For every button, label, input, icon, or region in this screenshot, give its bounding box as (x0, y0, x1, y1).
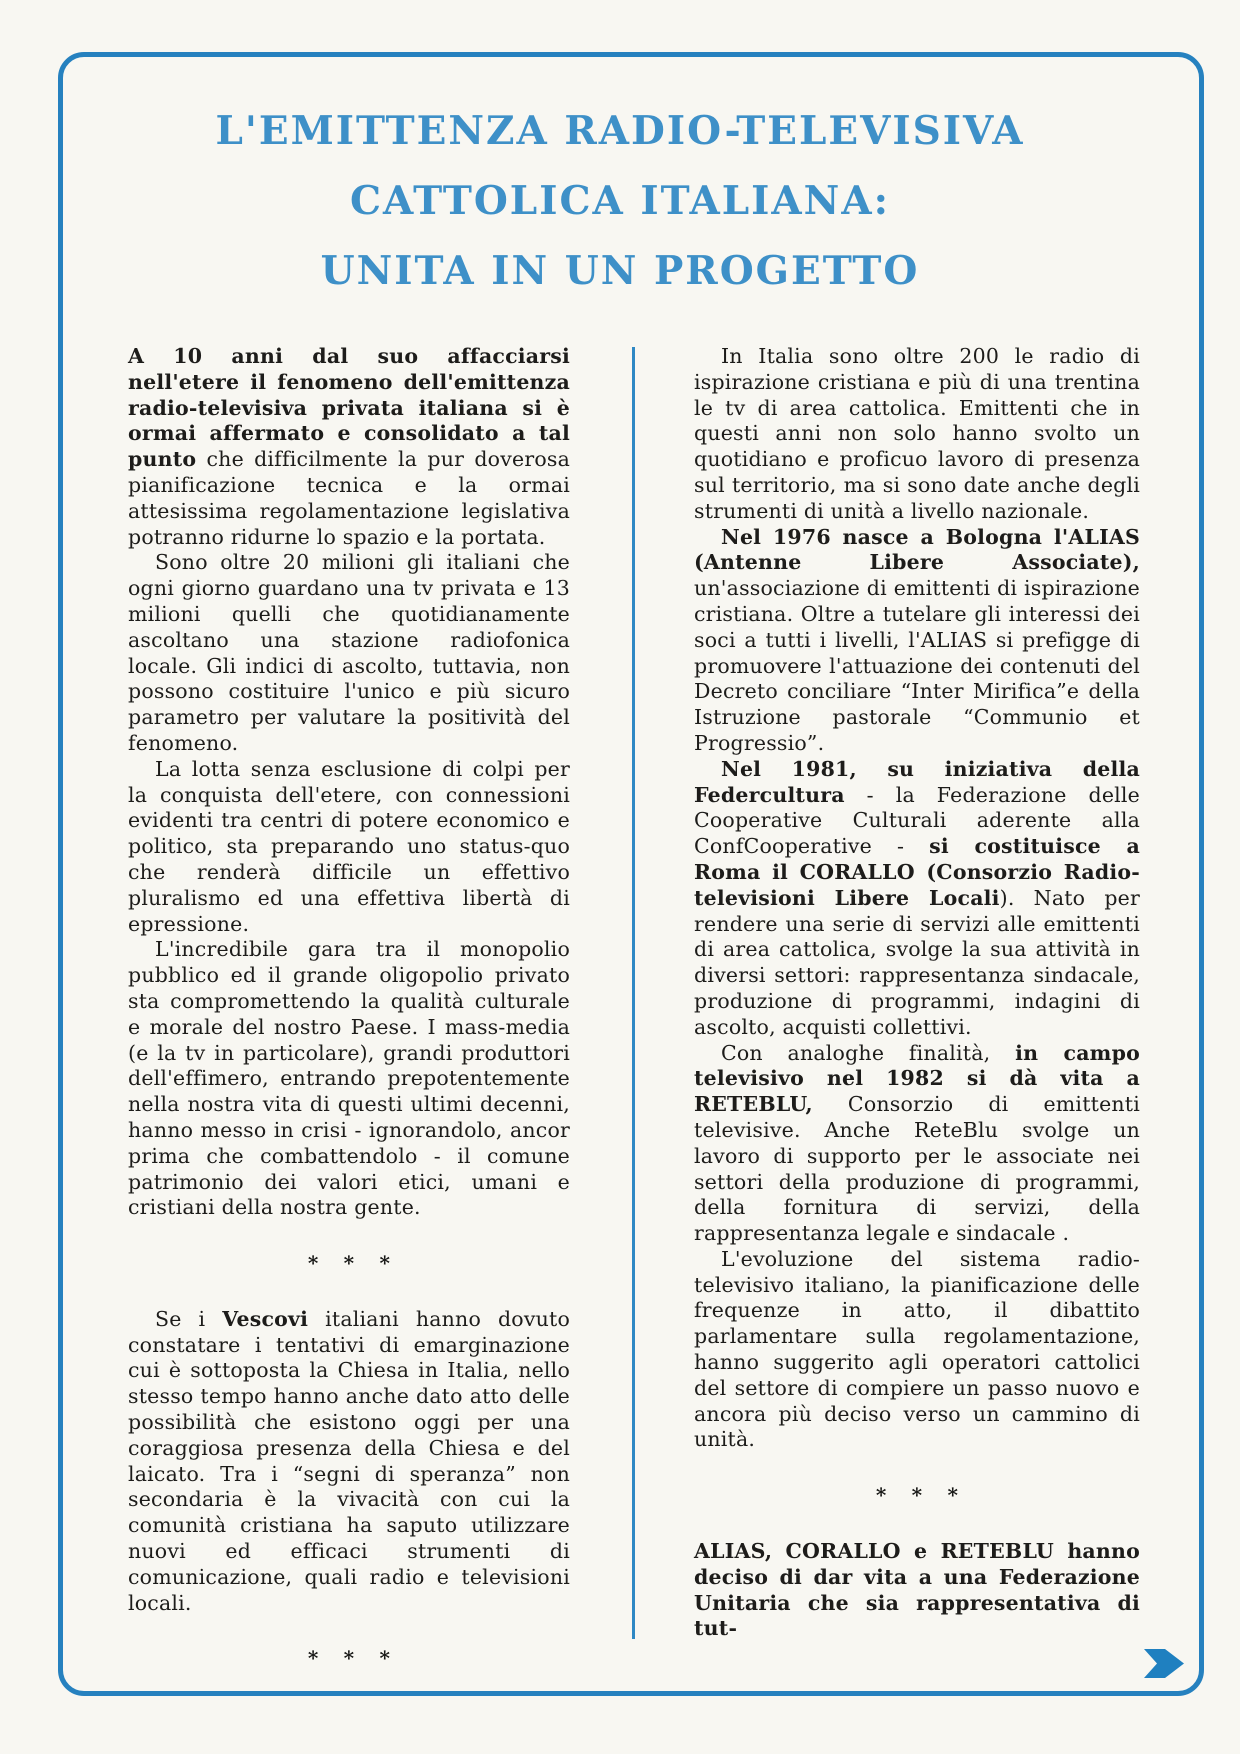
paragraph (694, 525, 1140, 757)
text-run: Consorzio di emittenti televisive. Anche ReteBlu svolge un lavoro di supporto per le associate nei settori della produzione di programmi, della fornitura di servizi, della rappresentanza legale e sindacale . (694, 1092, 1140, 1246)
text-run: ). Nato per rendere una serie di servizi alle emittenti di area cattolica, svolge la sua attività in diversi settori: rappresentanza sindacale, produzione di programmi, indagini di ascolto, acquisti collettivi. (694, 885, 1140, 1039)
paragraph (128, 937, 570, 1221)
text-run: Nel 1976 nasce a Bologna l'ALIAS (Antenne Libere Associate), (694, 524, 1140, 575)
text-run: L'incredibile gara tra il monopolio pubblico ed il grande oligopolio privato sta compromettendo la qualità culturale e morale del nostro Paese. I mass-media (e la tv in particolare), grandi produttori dell'effimero, entrando prepotentemente nella nostra vita di questi ultimi decenni, hanno messo in crisi - ignorandolo, ancor prima che combattendolo - il comune patrimonio dei valori etici, umani e cristiani della nostra gente. (128, 937, 570, 1220)
paragraph (694, 1247, 1140, 1453)
text-run: Vescovi (222, 1306, 309, 1331)
left-column (128, 344, 570, 1702)
text-run: Sono oltre 20 milioni gli italiani che ogni giorno guardano una tv privata e 13 milioni quelli che quotidianamente ascoltano una stazione radiofonica locale. Gli indici di ascolto, tuttavia, non possono costituire l'unico e più sicuro parametro per valutare la positività del fenomeno. (128, 550, 570, 755)
paragraph (694, 1539, 1140, 1642)
text-run: Nel 1981, su iniziativa della Federcultura (694, 756, 1140, 807)
text-run: L'evoluzione del sistema radio-televisivo italiano, la pianificazione delle frequenze in atto, il dibattito parlamentare sulla regolamentazione, hanno suggerito agli operatori cattolici del settore di compiere un passo nuovo e ancora più deciso verso un cammino di unità. (694, 1246, 1140, 1452)
text-run: A 10 anni dal suo affacciarsi nell'etere il fenomeno dell'emittenza radio-televisiva privata italiana si è ormai affermato e consolidato a tal punto (128, 344, 570, 472)
paragraph (128, 550, 570, 756)
paragraph (694, 1041, 1140, 1247)
column-divider (632, 347, 635, 1639)
continuation-arrow-icon (1144, 1649, 1184, 1678)
section-separator: * * * (307, 1251, 391, 1276)
title-line-1: L'EMITTENZA RADIO-TELEVISIVA (215, 108, 1025, 154)
text-run: un'associazione di emittenti di ispirazione cristiana. Oltre a tutelare gli interessi dei soci a tutti i livelli, l'ALIAS si prefigge di promuovere l'attuazione dei contenuti del Decreto conciliare “Inter Mirifica”e della Istruzione pastorale “Communio et Progressio”. (694, 576, 1140, 755)
paragraph (128, 757, 570, 938)
paragraph (128, 344, 570, 550)
article-title (70, 96, 1170, 306)
text-run: ALIAS, CORALLO e RETEBLU hanno deciso di dar vita a una Federazione Unitaria che sia rappresentativa di tut- (694, 1539, 1140, 1641)
right-column (694, 344, 1140, 1642)
text-run: italiani hanno dovuto constatare i tentativi di emarginazione cui è sottoposta la Chiesa in Italia, nello stesso tempo hanno anche dato atto delle possibilità che esistono oggi per una coraggiosa presenza della Chiesa e del laicato. Tra i “segni di speranza” non secondaria è la vivacità con cui la comunità cristiana ha saputo utilizzare nuovi ed efficaci strumenti di comunicazione, quali radio e televisioni locali. (128, 1306, 571, 1615)
title-line-3: UNITA IN UN PROGETTO (320, 248, 920, 294)
text-run: Con analoghe finalità, (721, 1040, 1016, 1065)
text-run: si costituisce a Roma il CORALLO (Consorzio Radio-televisioni Libere Locali (694, 834, 1140, 910)
paragraph (128, 1307, 570, 1617)
text-run: - la Federazione delle Cooperative Culturali aderente alla ConfCooperative - (694, 782, 1140, 859)
paragraph (694, 344, 1140, 525)
text-run: La lotta senza esclusione di colpi per la conquista dell'etere, con connessioni evidenti tra centri di potere economico e politico, sta preparando uno status-quo che renderà difficile un effettivo pluralismo ed una effettiva libertà di epressione. (128, 756, 570, 936)
text-run: che difficilmente la pur doverosa pianificazione tecnica e la ormai attesissima regolamentazione legislativa potranno ridurne lo spazio e la portata. (128, 447, 570, 549)
text-run: In Italia sono oltre 200 le radio di ispirazione cristiana e più di una trentina le tv di area cattolica. Emittenti che in questi anni non solo hanno svolto un quotidiano e proficuo lavoro di presenza sul territorio, ma si sono date anche degli strumenti di unità a livello nazionale. (694, 344, 1140, 523)
paragraph (694, 757, 1140, 1041)
title-line-2: CATTOLICA ITALIANA: (350, 178, 890, 224)
text-run: Se i (155, 1306, 223, 1331)
section-separator: * * * (307, 1646, 391, 1671)
section-separator: * * * (875, 1483, 959, 1508)
text-run: in campo televisivo nel 1982 si dà vita a RETEBLU, (694, 1040, 1140, 1117)
